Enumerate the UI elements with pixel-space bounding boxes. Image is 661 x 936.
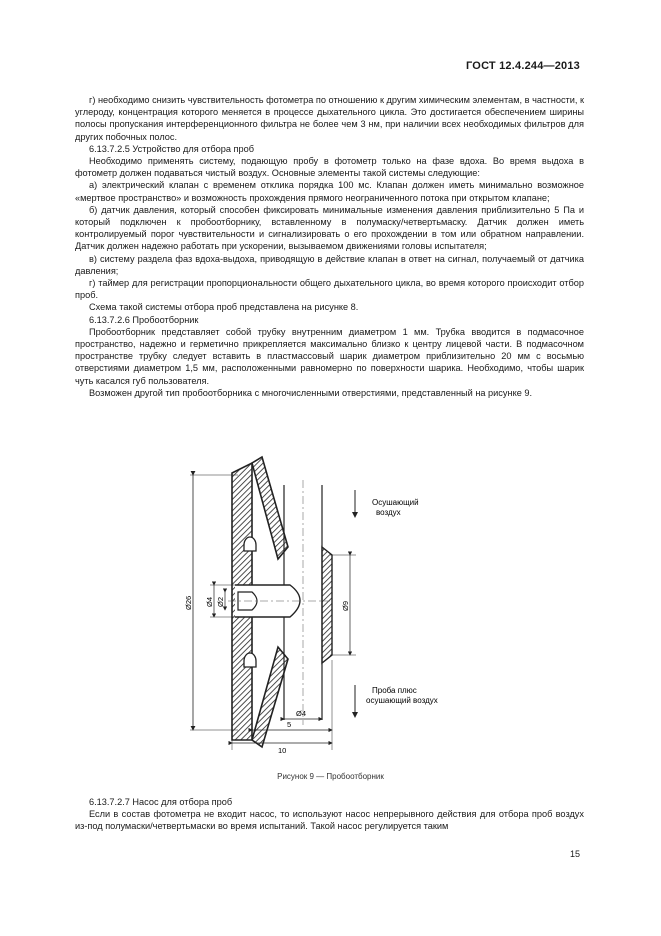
label-drying-air-2: воздух (376, 508, 401, 517)
paragraph: Необходимо применять систему, подающую пробу в фотометр только на фазе вдоха. Во время выдоха в фотометр должен подаваться чистый воздух. Основные элементы такой системы следующие: (75, 156, 584, 179)
body-text-continued (75, 796, 584, 833)
section-heading: 6.13.7.2.6 Пробоотборник (89, 314, 199, 325)
paragraph: Возможен другой тип пробоотборника с многочисленными отверстиями, представленный на рисунке 9. (89, 387, 533, 398)
figure-caption: Рисунок 9 — Пробоотборник (277, 772, 384, 781)
page-number: 15 (569, 849, 580, 859)
dim-d4-bottom: Ø4 (296, 709, 307, 718)
list-item: г) таймер для регистрации пропорциональности общего дыхательного цикла, во время которого происходит отбор проб. (75, 278, 584, 301)
list-item: а) электрический клапан с временем отклика порядка 100 мс. Клапан должен иметь минимально возможное «мертвое пространство» и возможность прохождения прямого неограниченного потока при открытом клапане; (75, 180, 584, 203)
sampler-drawing (180, 455, 450, 760)
section-heading: 6.13.7.2.7 Насос для отбора проб (89, 797, 233, 807)
dim-d26: Ø26 (184, 595, 193, 610)
standard-header: ГОСТ 12.4.244—2013 (466, 60, 580, 72)
paragraph: г) необходимо снизить чувствительность фотометра по отношению к другим химическим элементам, в частности, к углероду, концентрация которого меняется в процессе дыхательного цикла. Это достигается обеспечением ширины полосы пропускания интерференционного фильтра не более чем 3 нм, при наличии всех необходимых фильтров для других побочных полос. (75, 95, 585, 142)
dim-5: 5 (287, 720, 292, 729)
dim-10: 10 (278, 746, 287, 755)
list-item: б) датчик давления, который способен фиксировать минимальные изменения давления приблизительно 5 Па и который подключен к пробоотборнику, вставленному в полумаску/четвертьмаску. Датчик должен иметь контролируемый порог чувствительности и сигнализировать о его прохождении в том или обратном направлении. Датчик должен надежно работать при ускорении, вызываемом движениями головы испытателя; (75, 204, 584, 252)
dim-d2: Ø2 (216, 596, 225, 607)
body-text (75, 94, 584, 399)
label-drying-air-1: Осушающий (372, 498, 419, 507)
paragraph: Если в состав фотометра не входит насос, то используют насос непрерывного действия для отбора проб воздух из-под полумаски/четвертьмаски во время испытаний. Такой насос регулируется таким (75, 809, 584, 832)
dim-d9: Ø9 (341, 600, 350, 611)
paragraph: Пробоотборник представляет собой трубку внутренним диаметром 1 мм. Трубка вводится в подмасочное пространство, надежно и герметично прикрепляется максимально близко к центру лицевой части. В подмасочном пространстве трубку следует вставить в пластмассовый шарик диаметром приблизительно 20 мм с восьмью отверстиями диаметром 1,5 мм, расположенными равномерно по поверхности шарика. Необходимо, чтобы шарик чуть касался губ пользователя. (75, 326, 584, 386)
section-heading: 6.13.7.2.5 Устройство для отбора проб (89, 143, 255, 154)
list-item: в) систему раздела фаз вдоха-выдоха, приводящую в действие клапан в ответ на сигнал, получаемый от датчика давления; (75, 253, 584, 276)
label-sample-2: осушающий воздух (366, 696, 438, 705)
dim-d4-left: Ø4 (205, 596, 214, 607)
paragraph: Схема такой системы отбора проб представлена на рисунке 8. (89, 302, 359, 313)
label-sample-1: Проба плюс (372, 686, 417, 695)
